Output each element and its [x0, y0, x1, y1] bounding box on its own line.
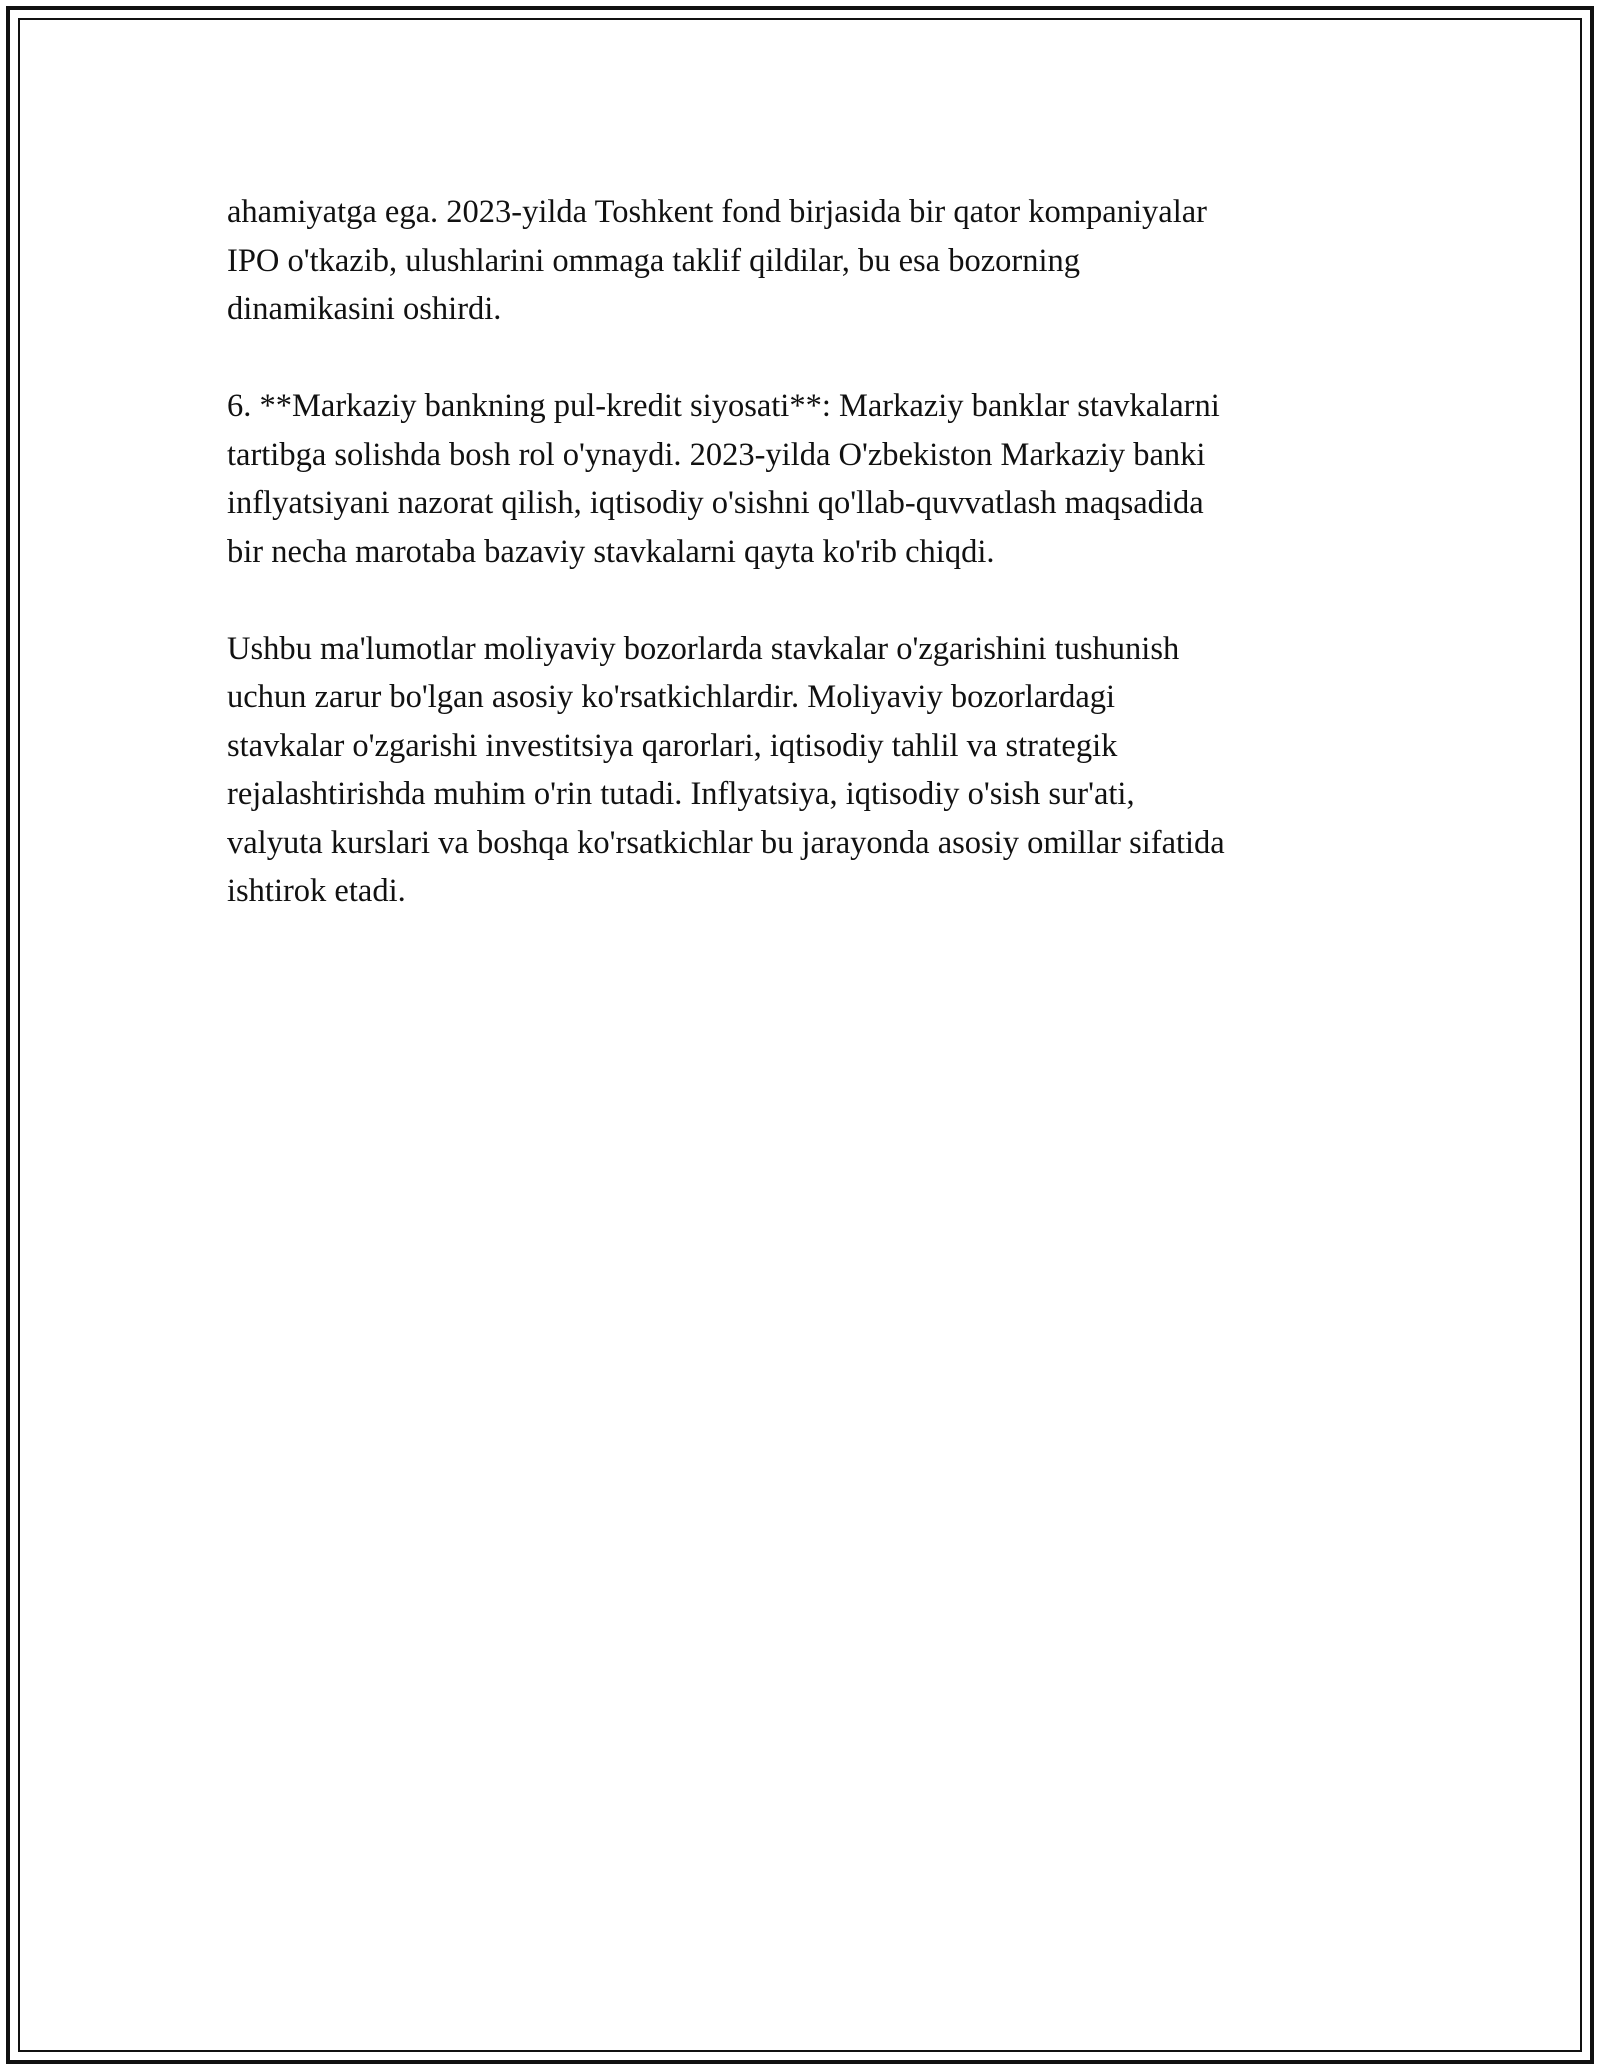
text-line: Ushbu ma'lumotlar moliyaviy bozorlarda stavkalar o'zgarishini tushunish: [227, 630, 1180, 667]
paragraph-central-bank-policy: [227, 382, 1377, 576]
text-line: uchun zarur bo'lgan asosiy ko'rsatkichlardir. Moliyaviy bozorlardagi: [227, 679, 1116, 715]
text-line: tartibga solishda bosh rol o'ynaydi. 2023-yilda O'zbekiston Markaziy banki: [227, 436, 1206, 473]
document-body: [227, 188, 1377, 964]
text-line: inflyatsiyani nazorat qilish, iqtisodiy o'sishni qo'llab-quvvatlash maqsadida: [227, 485, 1204, 521]
text-line: stavkalar o'zgarishi investitsiya qarorlari, iqtisodiy tahlil va strategik: [227, 727, 1118, 764]
text-line: IPO o'tkazib, ulushlarini ommaga taklif qildilar, bu esa bozorning: [227, 242, 1080, 279]
text-line: valyuta kurslari va boshqa ko'rsatkichlar bu jarayonda asosiy omillar sifatida: [227, 824, 1225, 861]
text-line: rejalashtirishda muhim o'rin tutadi. Inflyatsiya, iqtisodiy o'sish sur'ati,: [227, 776, 1135, 812]
paragraph-ipo: [227, 188, 1377, 334]
text-line: ishtirok etadi.: [227, 873, 406, 909]
text-line: 6. **Markaziy bankning pul-kredit siyosati**: Markaziy banklar stavkalarni: [227, 388, 1220, 424]
paragraph-conclusion: [227, 625, 1377, 916]
text-line: bir necha marotaba bazaviy stavkalarni qayta ko'rib chiqdi.: [227, 533, 995, 570]
text-line: ahamiyatga ega. 2023-yilda Toshkent fond birjasida bir qator kompaniyalar: [227, 194, 1207, 230]
text-line: dinamikasini oshirdi.: [227, 291, 502, 327]
